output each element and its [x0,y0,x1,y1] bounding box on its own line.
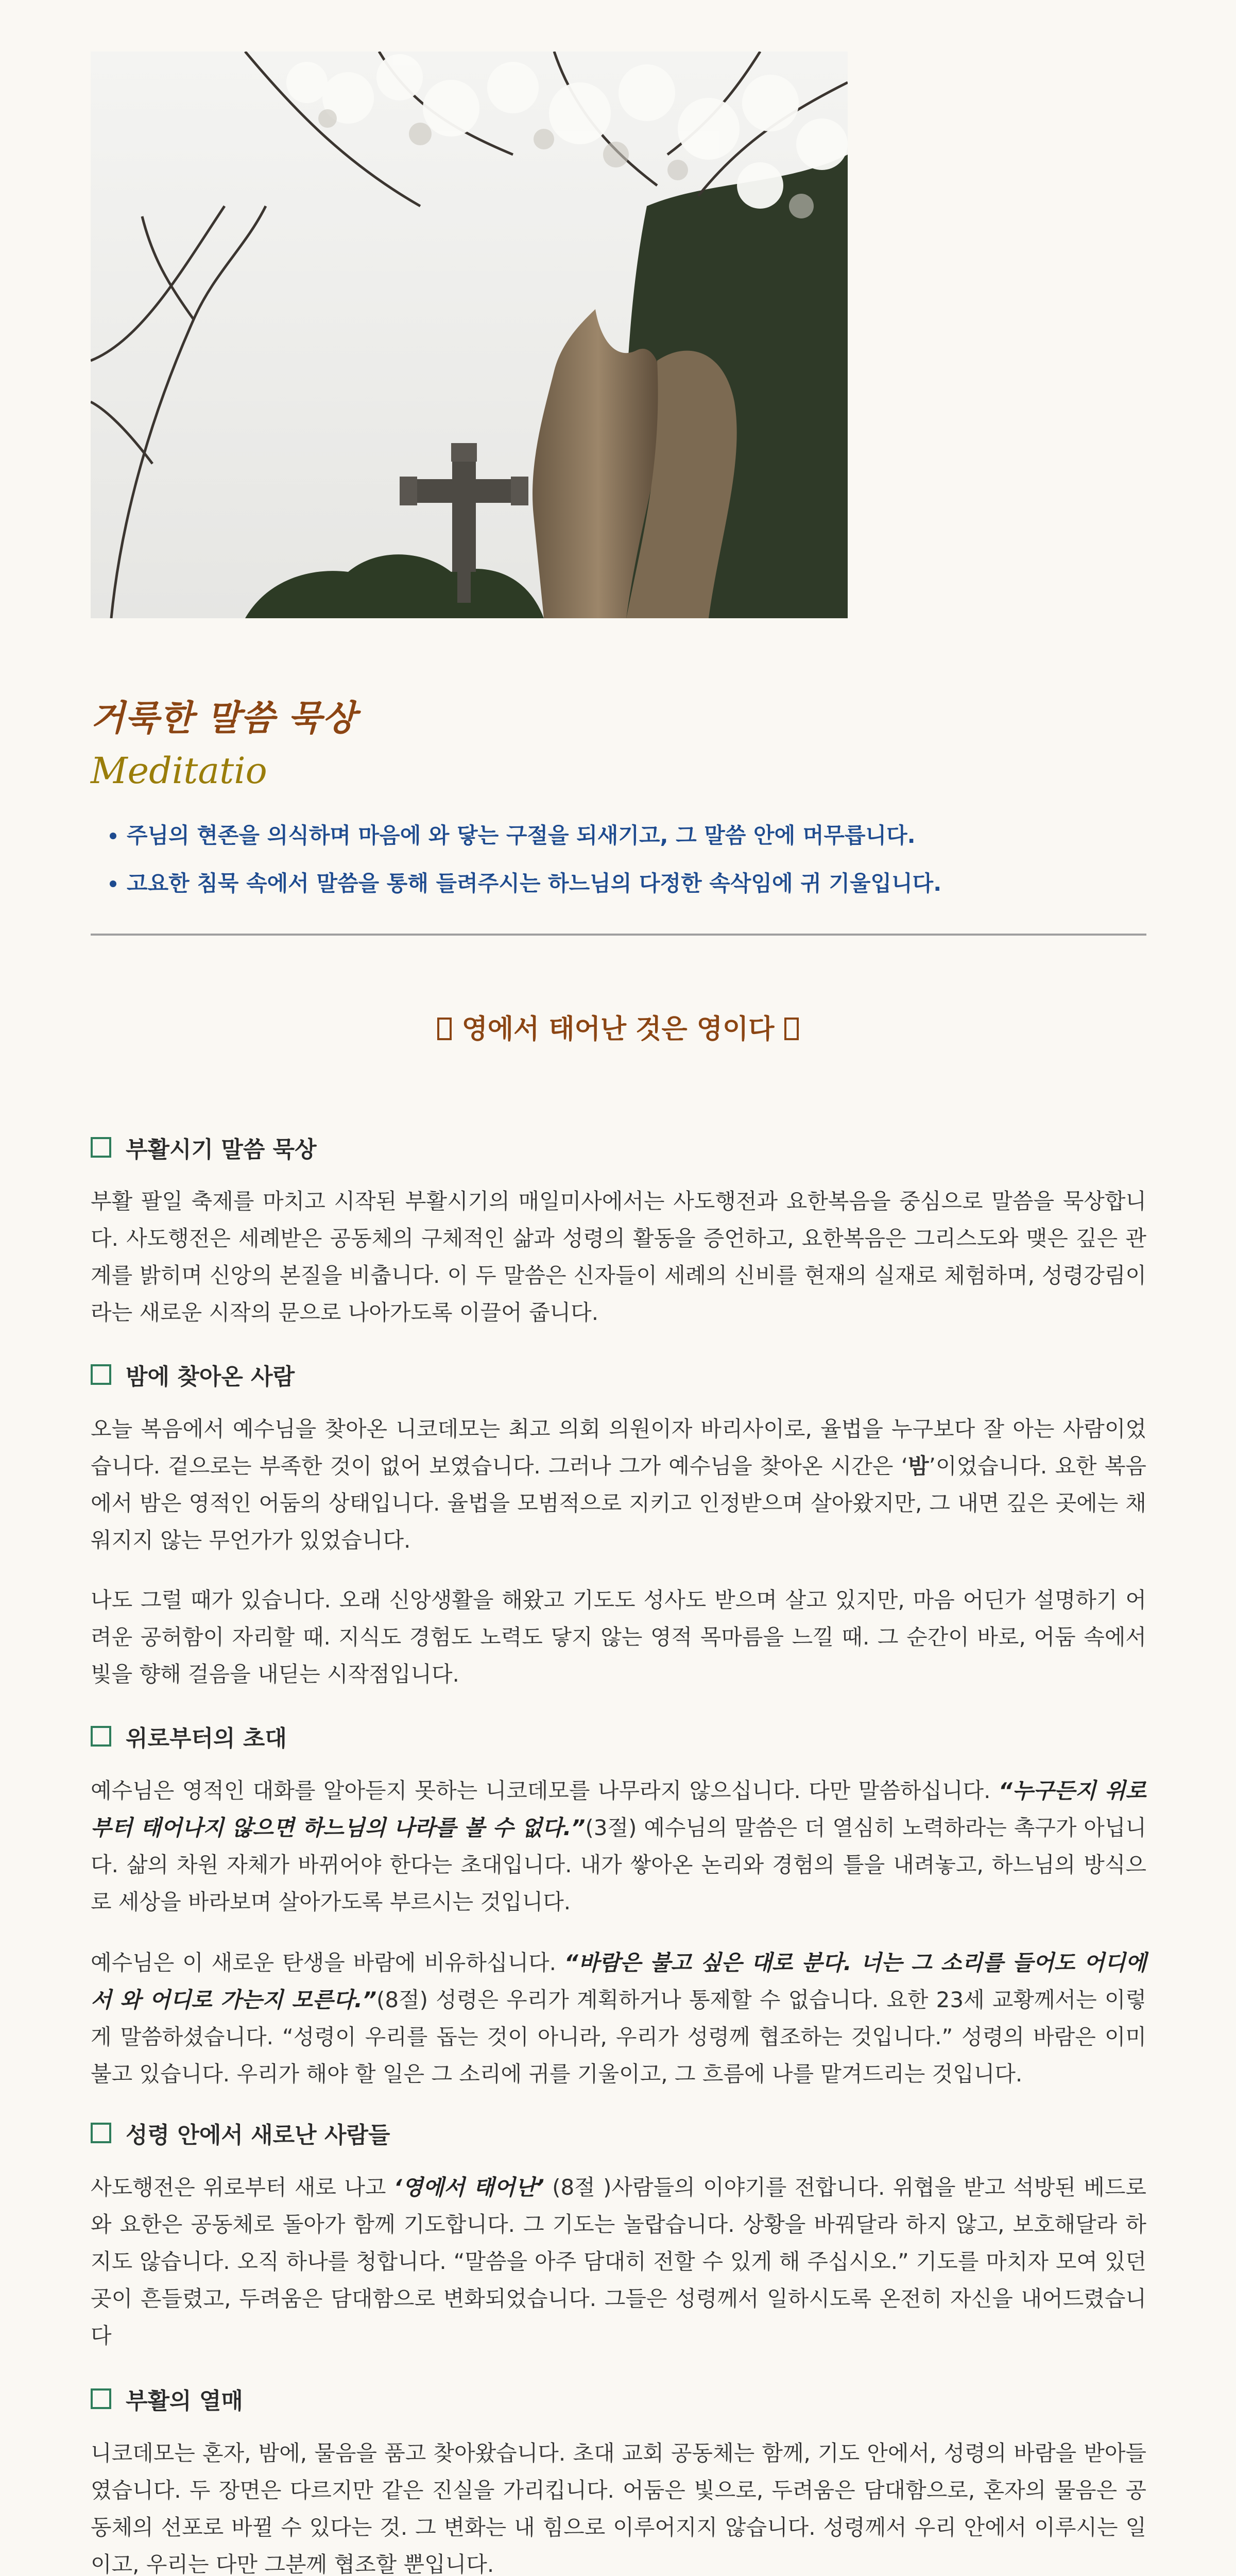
page-title: 거룩한 말씀 묵상 [91,698,357,739]
paragraph: 부활 팔일 축제를 마치고 시작된 부활시기의 매일미사에서는 사도행전과 요한복음을 중심으로 말씀을 묵상합니다. 사도행전은 세례받은 공동체의 구체적인 삶과 성령의 활동을 증언하고, 요한복음은 그리스도와 맺은 깊은 관계를 밝히며 신앙의 본질을 비춥니다. 이 두 말씀은 신자들이 세례의 신비를 현재의 실재로 체험하며, 성령강림이라는 새로운 시작의 문으로 나아가도록 이끌어 줍니다. [91,1189,1146,1325]
subheading-text: 부활의 열매 [126,2388,243,2414]
checkbox-icon [91,1726,111,1747]
scripture-quote: “누구든지 위로부터 태어나지 않으면 하느님의 나라를 볼 수 없다.” [91,1778,1146,1840]
paragraph [91,1772,1146,1921]
subheading [91,1131,317,1164]
subheading [91,1720,287,1753]
box-glyph [437,1018,452,1040]
box-glyph [784,1018,799,1040]
intro-item: • 주님의 현존을 의식하며 마음에 와 닿는 구절을 되새기고, 그 말씀 안에 머무릅니다. [127,819,1182,852]
subheading-text: 부활시기 말씀 묵상 [126,1137,317,1163]
paragraph: 나도 그럴 때가 있습니다. 오래 신앙생활을 해왔고 기도도 성사도 받으며 살고 있지만, 마음 어딘가 설명하기 어려운 공허함이 자리할 때. 지식도 경험도 노력도 닿지 않는 영적 목마름을 느낄 때. 그 순간이 바로, 어둠 속에서 빛을 향해 걸음을 내딛는 시작점입니다. [91,1587,1146,1687]
hero-image [91,52,848,618]
checkbox-icon [91,2123,111,2143]
subheading-text: 밤에 찾아온 사람 [126,1364,295,1390]
checkbox-icon [91,2388,111,2409]
page-subtitle: Meditatio [91,750,267,792]
section-heading-text: 영에서 태어난 것은 영이다 [461,1014,775,1045]
subheading-text: 위로부터의 초대 [126,1725,287,1752]
scripture-quote: “바람은 불고 싶은 대로 분다. 너는 그 소리를 들어도 어디에서 와 어디로 가는지 모른다.” [91,1950,1146,2012]
paragraph [91,1944,1146,2093]
paragraph [91,1411,1146,1559]
paragraph [91,2169,1146,2354]
section-heading [0,1007,1236,1046]
paragraph-text: (3절) 예수님의 말씀은 더 열심히 노력하라는 촉구가 아닙니다. 삶의 차원 자체가 바뀌어야 한다는 초대입니다. 내가 쌓아온 논리와 경험의 틀을 내려놓고, 하느님의 방식으로 세상을 바라보며 살아가도록 부르시는 것입니다. [91,1815,1146,1914]
subheading [91,1358,295,1391]
paragraph-text: 오늘 복음에서 예수님을 찾아온 니코데모는 최고 의회 의원이자 바리사이로, 율법을 누구보다 잘 아는 사람이었습니다. 겉으로는 부족한 것이 없어 보였습니다. 그러나 그가 예수님을 찾아온 시간은 ‘ [91,1416,1146,1479]
divider [91,934,1146,936]
intro-list [91,819,1182,915]
paragraph: 니코데모는 혼자, 밤에, 물음을 품고 찾아왔습니다. 초대 교회 공동체는 함께, 기도 안에서, 성령의 바람을 받아들였습니다. 두 장면은 다르지만 같은 진실을 가리킵니다. 어둠은 빛으로, 두려움은 담대함으로, 혼자의 물음은 공동체의 선포로 바뀔 수 있다는 것. 그 변화는 내 힘으로 이루어지지 않습니다. 성령께서 우리 안에서 이루시는 일이고, 우리는 다만 그분께 협조할 뿐입니다. [91,2441,1146,2576]
subheading [91,2116,390,2149]
paragraph-text: 예수님은 이 새로운 탄생을 바람에 비유하십니다. [91,1950,564,1975]
cross-rock-photo [91,52,848,618]
paragraph-text: 사도행전은 위로부터 새로 나고 [91,2175,394,2200]
paragraph-text: ’이었습니다. 요한 복음에서 밤은 영적인 어둠의 상태입니다. 율법을 모범적으로 지키고 인정받으며 살아왔지만, 그 내면 깊은 곳에는 채워지지 않는 무언가가 있었습니다. [91,1453,1146,1553]
subheading-text: 성령 안에서 새로난 사람들 [126,2122,390,2148]
paragraph-text: 예수님은 영적인 대화를 알아듣지 못하는 니코데모를 나무라지 않으십니다. 다만 말씀하십니다. [91,1778,999,1803]
intro-item: • 고요한 침묵 속에서 말씀을 통해 들려주시는 하느님의 다정한 속삭임에 귀 기울입니다. [127,867,1182,900]
emphasis-text: 밤 [908,1453,929,1479]
checkbox-icon [91,1364,111,1385]
paragraph-text: (8절) 성령은 우리가 계획하거나 통제할 수 없습니다. 요한 23세 교황께서는 이렇게 말씀하셨습니다. “성령이 우리를 돕는 것이 아니라, 우리가 성령께 협조하는 것입니다.” 성령의 바람은 이미 불고 있습니다. 우리가 해야 할 일은 그 소리에 귀를 기울이고, 그 흐름에 나를 맡겨드리는 것입니다. [91,1987,1146,2087]
checkbox-icon [91,1137,111,1158]
paragraph-text: (8절 )사람들의 이야기를 전합니다. 위협을 받고 석방된 베드로와 요한은 공동체로 돌아가 함께 기도합니다. 그 기도는 놀랍습니다. 상황을 바꿔달라 하지 않고, 보호해달라 하지도 않습니다. 오직 하나를 청합니다. “말씀을 아주 담대히 전할 수 있게 해 주십시오.” 기도를 마치자 모여 있던 곳이 흔들렸고, 두려움은 담대함으로 변화되었습니다. 그들은 성령께서 일하시도록 온전히 자신을 내어드렸습니다 [91,2175,1146,2348]
subheading [91,2382,243,2415]
scripture-quote: ‘영에서 태어난’ [393,2175,544,2200]
